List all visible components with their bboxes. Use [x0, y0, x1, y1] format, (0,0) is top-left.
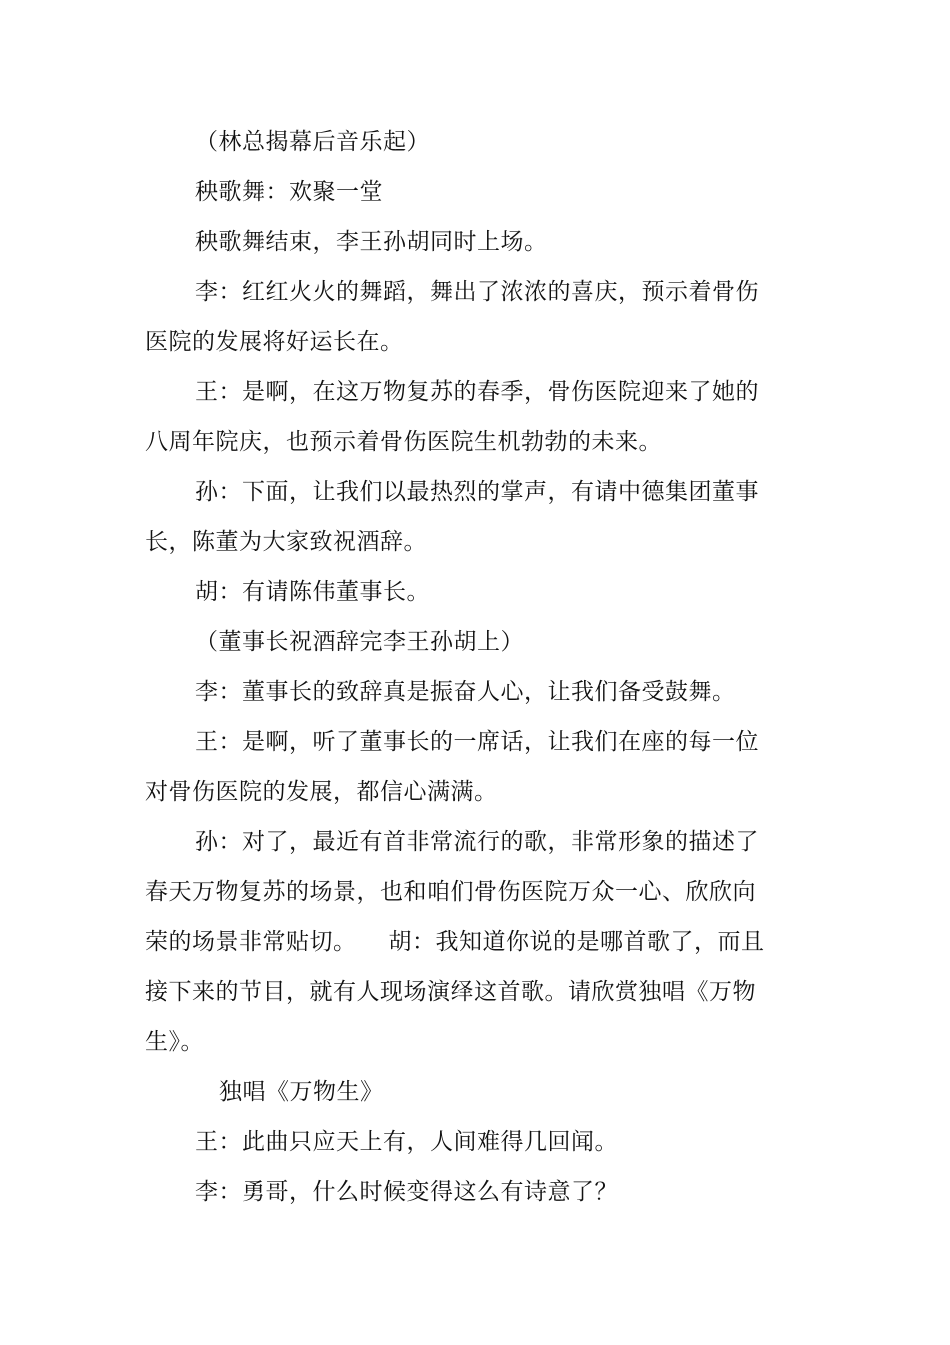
- dialogue-continuation-line: 接下来的节目，就有人现场演绎这首歌。请欣赏独唱《万物: [145, 979, 756, 1005]
- stage-direction-line: （林总揭幕后音乐起）: [195, 129, 430, 155]
- dialogue-line: 孙：对了，最近有首非常流行的歌，非常形象的描述了: [195, 829, 759, 855]
- dialogue-line: 孙：下面，让我们以最热烈的掌声，有请中德集团董事: [195, 479, 759, 505]
- dialogue-continuation-text: 荣的场景非常贴切。: [145, 929, 357, 955]
- dialogue-line: 李：勇哥，什么时候变得这么有诗意了？: [195, 1179, 618, 1205]
- program-title-line: 秧歌舞：欢聚一堂: [195, 179, 383, 205]
- dialogue-continuation-line: 医院的发展将好运长在。: [145, 329, 404, 355]
- program-title-line: 独唱《万物生》: [219, 1079, 384, 1105]
- dialogue-line: 王：是啊，在这万物复苏的春季，骨伤医院迎来了她的: [195, 379, 759, 405]
- stage-direction-line: 秧歌舞结束，李王孙胡同时上场。: [195, 229, 548, 255]
- dialogue-continuation-line: [145, 927, 765, 957]
- dialogue-continuation-line: 长，陈董为大家致祝酒辞。: [145, 529, 427, 555]
- dialogue-continuation-line: 对骨伤医院的发展，都信心满满。: [145, 779, 498, 805]
- dialogue-continuation-line: 春天万物复苏的场景，也和咱们骨伤医院万众一心、欣欣向: [145, 879, 756, 905]
- dialogue-line: 李：红红火火的舞蹈，舞出了浓浓的喜庆，预示着骨伤: [195, 279, 759, 305]
- dialogue-continuation-line: 八周年院庆，也预示着骨伤医院生机勃勃的未来。: [145, 429, 662, 455]
- stage-direction-line: （董事长祝酒辞完李王孙胡上）: [195, 629, 524, 655]
- dialogue-line: 李：董事长的致辞真是振奋人心，让我们备受鼓舞。: [195, 679, 736, 705]
- dialogue-line: 胡：有请陈伟董事长。: [195, 579, 430, 605]
- dialogue-text: 胡：我知道你说的是哪首歌了，而且: [388, 929, 765, 955]
- dialogue-line: 王：此曲只应天上有，人间难得几回闻。: [195, 1129, 618, 1155]
- dialogue-continuation-line: 生》。: [145, 1029, 204, 1055]
- dialogue-line: 王：是啊，听了董事长的一席话，让我们在座的每一位: [195, 729, 759, 755]
